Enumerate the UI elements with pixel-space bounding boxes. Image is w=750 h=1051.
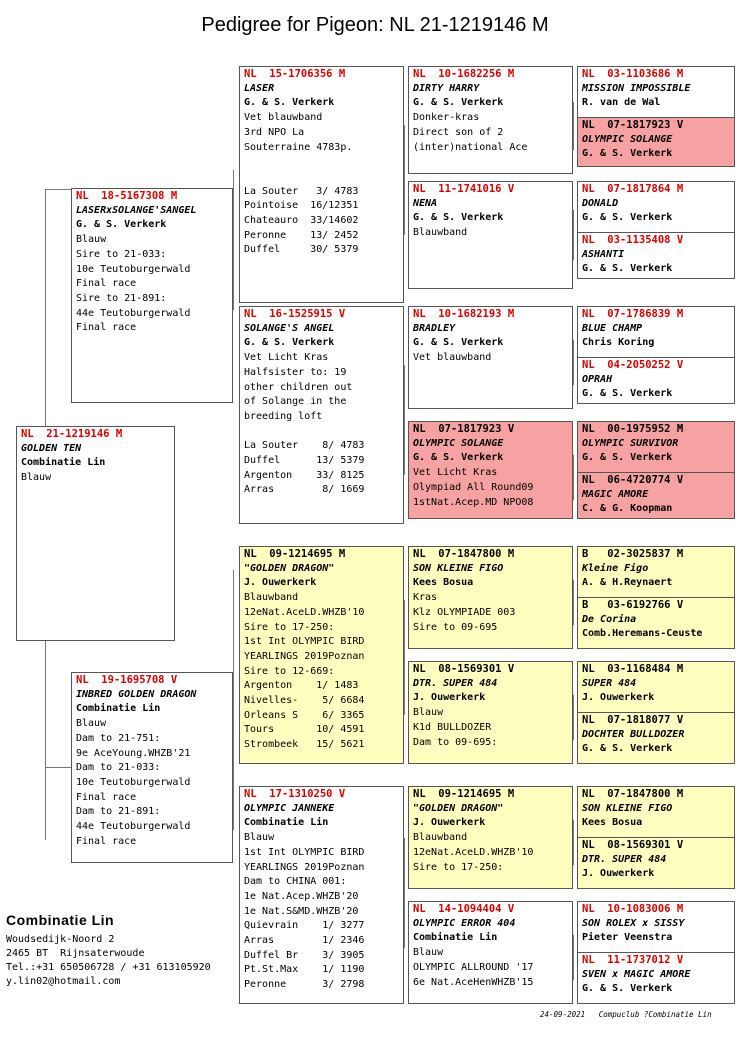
info-line: K1d BULLDOZER — [413, 721, 492, 733]
info-line: other children out — [244, 381, 353, 393]
race-result: Strombeek 15/ 5621 — [244, 739, 365, 751]
info-line — [244, 155, 399, 170]
connector — [573, 580, 574, 625]
gen3-card-2[interactable] — [408, 181, 573, 289]
ring-number: NL 09-1214695 M — [413, 788, 515, 800]
owner: Combinatie Lin — [413, 932, 498, 944]
owner: G. & S. Verkerk — [582, 743, 673, 755]
gen4-dam[interactable] — [578, 597, 734, 642]
page-title: Pedigree for Pigeon: NL 21-1219146 M — [201, 14, 549, 36]
ring-number: NL 07-1847800 M — [413, 548, 515, 560]
gen3-card-4[interactable] — [408, 421, 573, 519]
pigeon-name: SON KLEINE FIGO — [582, 802, 673, 814]
race-result: Chateauro 33/14602 — [244, 215, 359, 227]
owner: G. & S. Verkerk — [413, 212, 504, 224]
gen3-card-3[interactable] — [408, 306, 573, 409]
owner: Kees Bosua — [582, 817, 643, 829]
gen3-card-5[interactable] — [408, 546, 573, 649]
connector — [233, 570, 234, 830]
pigeon-name: "GOLDEN DRAGON" — [413, 802, 504, 814]
info-line: Final race — [76, 278, 137, 290]
owner: Combinatie Lin — [76, 703, 161, 715]
connector — [45, 767, 71, 768]
owner: G. & S. Verkerk — [582, 452, 673, 464]
owner: G. & S. Verkerk — [413, 452, 504, 464]
info-line: OLYMPIC ALLROUND '17 — [413, 961, 534, 973]
info-line: 1st Int OLYMPIC BIRD — [244, 636, 365, 648]
info-line: Blauw — [413, 707, 444, 719]
pigeon-name: BLUE CHAMP — [582, 322, 643, 334]
gen3-card-8[interactable] — [408, 901, 573, 1004]
info-line: Final race — [76, 322, 137, 334]
info-line: of Solange in the — [244, 396, 347, 408]
info-line: Direct son of 2 — [413, 126, 504, 138]
owner: Comb.Heremans-Ceuste — [582, 628, 703, 640]
info-line: Blauwband — [413, 832, 468, 844]
owner: J. Ouwerkerk — [582, 868, 655, 880]
info-line: Vet Licht Kras — [244, 352, 329, 364]
ring-number: NL 07-1818077 V — [582, 714, 684, 726]
gen4-dam[interactable] — [578, 952, 734, 997]
info-line: YEARLINGS 2019Poznan — [244, 650, 365, 662]
race-result: La Souter 3/ 4783 — [244, 185, 359, 197]
owner: J. Ouwerkerk — [244, 577, 317, 589]
gen4-pair-5[interactable] — [577, 546, 735, 649]
breeder-email[interactable]: y.lin02@hotmail.com — [6, 976, 121, 987]
subject-pigeon-card[interactable] — [16, 426, 175, 641]
race-result: Peronne 3/ 2798 — [244, 979, 365, 991]
info-line: Souterraine 4783p. — [244, 141, 353, 153]
info-line: Donker-kras — [413, 112, 480, 124]
owner: J. Ouwerkerk — [413, 817, 486, 829]
connector — [404, 838, 405, 948]
ring-number: NL 17-1310250 V — [244, 788, 346, 800]
race-result: Argenton 33/ 8125 — [244, 469, 365, 481]
pigeon-name: OLYMPIC SOLANGE — [413, 437, 504, 449]
gen4-dam[interactable] — [578, 712, 734, 757]
pigeon-name: SVEN x MAGIC AMORE — [582, 968, 691, 980]
info-line: 1stNat.Acep.MD NPO08 — [413, 496, 534, 508]
info-line: Dam to 09-695: — [413, 736, 498, 748]
connector — [573, 935, 574, 980]
ring-number: NL 18-5167308 M — [76, 190, 178, 202]
owner: G. & S. Verkerk — [244, 97, 335, 109]
owner: G. & S. Verkerk — [582, 212, 673, 224]
connector — [404, 600, 405, 715]
connector — [573, 455, 574, 500]
info-line: Vet blauwband — [413, 352, 492, 364]
info-line: 6e Nat.AceHenWHZB'15 — [413, 976, 534, 988]
race-result: Duffel 30/ 5379 — [244, 244, 359, 256]
owner: G. & S. Verkerk — [582, 263, 673, 275]
race-result: Arras 8/ 1669 — [244, 484, 365, 496]
gen4-pair-3[interactable] — [577, 306, 735, 404]
owner: G. & S. Verkerk — [244, 337, 335, 349]
gen3-card-1[interactable] — [408, 66, 573, 174]
pigeon-name: SOLANGE'S ANGEL — [244, 322, 335, 334]
pigeon-name: DTR. SUPER 484 — [582, 853, 667, 865]
info-line: Vet Licht Kras — [413, 467, 498, 479]
race-result: Nivelles- 5/ 6684 — [244, 695, 365, 707]
pigeon-name: De Corina — [582, 613, 637, 625]
footer-text: 24-09-2021 Compuclub ?Combinatie Lin — [540, 1010, 712, 1019]
info-line: 1e Nat.S&MD.WHZB'20 — [244, 905, 359, 917]
race-result: Quievrain 1/ 3277 — [244, 920, 365, 932]
owner: G. & S. Verkerk — [582, 148, 673, 160]
pigeon-name: SON KLEINE FIGO — [413, 562, 504, 574]
info-line: Dam to 21-033: — [76, 762, 161, 774]
info-line: Sire to 12-669: — [244, 665, 335, 677]
ring-number: NL 19-1695708 V — [76, 674, 178, 686]
pigeon-name: LASER — [244, 82, 275, 94]
ring-number: NL 15-1706356 M — [244, 68, 346, 80]
gen4-pair-7[interactable] — [577, 786, 735, 889]
dam-card[interactable] — [71, 672, 233, 863]
pigeon-name: DIRTY HARRY — [413, 82, 480, 94]
connector — [573, 340, 574, 385]
owner: J. Ouwerkerk — [582, 692, 655, 704]
info-line: YEARLINGS 2019Poznan — [244, 861, 365, 873]
pigeon-name: LASERxSOLANGE'SANGEL — [76, 204, 197, 216]
info-line: 10e Teutoburgerwald — [76, 263, 191, 275]
gen4-pair-4[interactable] — [577, 421, 735, 519]
gen3-card-6[interactable] — [408, 661, 573, 764]
info-line: Halfsister to: 19 — [244, 366, 347, 378]
pigeon-name: DOCHTER BULLDOZER — [582, 728, 685, 740]
owner: C. & G. Koopman — [582, 503, 673, 515]
info-line: Final race — [76, 791, 137, 803]
ring-number: NL 07-1817923 V — [582, 119, 684, 131]
connector — [45, 189, 71, 190]
ring-number: NL 06-4720774 V — [582, 474, 684, 486]
gen4-pair-8[interactable] — [577, 901, 735, 1004]
info-line: Blauw — [244, 832, 275, 844]
info-line: Sire to 21-891: — [76, 292, 167, 304]
info-line: Blauw — [76, 718, 107, 730]
race-result: Arras 1/ 2346 — [244, 935, 365, 947]
info-line: 3rd NPO La — [244, 126, 305, 138]
pigeon-name: DTR. SUPER 484 — [413, 677, 498, 689]
ring-number: NL 03-1135408 V — [582, 234, 684, 246]
pigeon-name: DONALD — [582, 197, 619, 209]
ring-number: NL 10-1083006 M — [582, 903, 684, 915]
connector — [573, 210, 574, 260]
pigeon-name: "GOLDEN DRAGON" — [244, 562, 335, 574]
info-line: Blauw — [76, 234, 107, 246]
info-line: Sire to 17-250: — [413, 861, 504, 873]
pigeon-name: OPRAH — [582, 373, 613, 385]
ring-number: NL 07-1786839 M — [582, 308, 684, 320]
ring-number: NL 04-2050252 V — [582, 359, 684, 371]
info-line: Sire to 09-695 — [413, 621, 498, 633]
pigeon-name: OLYMPIC SURVIVOR — [582, 437, 679, 449]
info-line: 9e AceYoung.WHZB'21 — [76, 747, 191, 759]
ring-number: NL 08-1569301 V — [413, 663, 515, 675]
connector — [233, 170, 234, 310]
breeder-address: Woudsedijk-Noord 2 — [6, 934, 115, 945]
info-line: Blauwband — [244, 592, 299, 604]
ring-number: NL 11-1737012 V — [582, 954, 684, 966]
ring-number: NL 07-1817923 V — [413, 423, 515, 435]
info-line: Dam to 21-751: — [76, 732, 161, 744]
info-line: 44e Teutoburgerwald — [76, 821, 191, 833]
gen3-card-7[interactable] — [408, 786, 573, 889]
owner: Kees Bosua — [413, 577, 474, 589]
ring-number: NL 07-1847800 M — [582, 788, 684, 800]
owner: Combinatie Lin — [244, 817, 329, 829]
pigeon-name: OLYMPIC JANNEKE — [244, 802, 335, 814]
ring-number: NL 11-1741016 V — [413, 183, 515, 195]
breeder-phone: Tel.:+31 650506728 / +31 613105920 — [6, 962, 211, 973]
race-result: Duffel Br 3/ 3905 — [244, 949, 365, 961]
race-result: Peronne 13/ 2452 — [244, 229, 359, 241]
connector — [573, 820, 574, 865]
ring-number: NL 10-1682256 M — [413, 68, 515, 80]
connector — [45, 189, 46, 427]
owner: G. & S. Verkerk — [76, 219, 167, 231]
breeder-postcode: 2465 BT Rijnsaterwoude — [6, 948, 145, 959]
ring-number: B 02-3025837 M — [582, 548, 684, 560]
pigeon-name: INBRED GOLDEN DRAGON — [76, 688, 197, 700]
info-line: Sire to 17-250: — [244, 621, 335, 633]
race-result: Orleans S 6/ 3365 — [244, 709, 365, 721]
gen4-dam[interactable] — [578, 837, 734, 882]
race-result: Pointoise 16/12351 — [244, 200, 359, 212]
gen4-dam[interactable] — [578, 117, 734, 166]
info-line: breeding loft — [244, 410, 323, 422]
info-line: (inter)national Ace — [413, 141, 528, 153]
race-result: Pt.St.Max 1/ 1190 — [244, 964, 365, 976]
ring-number: NL 07-1817864 M — [582, 183, 684, 195]
info-line: Olympiad All Round09 — [413, 481, 534, 493]
ring-number: NL 00-1975952 M — [582, 423, 684, 435]
owner: J. Ouwerkerk — [413, 692, 486, 704]
pigeon-name: Kleine Figo — [582, 562, 649, 574]
info-line — [244, 425, 399, 440]
gen4-pair-1[interactable] — [577, 66, 735, 167]
ring-number: B 03-6192766 V — [582, 599, 684, 611]
race-result: La Souter 8/ 4783 — [244, 440, 365, 452]
gen4-pair-2[interactable] — [577, 181, 735, 279]
owner: A. & H.Reynaert — [582, 577, 673, 589]
info-line: Blauwband — [413, 227, 468, 239]
ring-number: NL 16-1525915 V — [244, 308, 346, 320]
info-line: Kras — [413, 592, 438, 604]
info-line: 1st Int OLYMPIC BIRD — [244, 846, 365, 858]
pigeon-name: ASHANTI — [582, 248, 625, 260]
dam-dam-card[interactable] — [239, 786, 404, 1004]
connector — [45, 640, 46, 840]
ring-number: NL 21-1219146 M — [21, 428, 123, 440]
info-line: 10e Teutoburgerwald — [76, 776, 191, 788]
info-line: 1e Nat.Acep.WHZB'20 — [244, 890, 359, 902]
connector — [404, 365, 405, 475]
pigeon-name: OLYMPIC ERROR 404 — [413, 917, 516, 929]
gen4-dam[interactable] — [578, 472, 734, 517]
ring-number: NL 09-1214695 M — [244, 548, 346, 560]
info-line: Dam to CHINA 001: — [244, 876, 347, 888]
ring-number: NL 03-1168484 M — [582, 663, 684, 675]
race-result: Tours 10/ 4591 — [244, 724, 365, 736]
info-line: Blauw — [21, 472, 52, 484]
owner: G. & S. Verkerk — [413, 97, 504, 109]
info-line: 44e Teutoburgerwald — [76, 307, 191, 319]
race-result: Duffel 13/ 5379 — [244, 455, 365, 467]
pigeon-name: MAGIC AMORE — [582, 488, 649, 500]
info-line: Sire to 21-033: — [76, 248, 167, 260]
ring-number: NL 10-1682193 M — [413, 308, 515, 320]
breeder-name: Combinatie Lin — [6, 912, 115, 928]
connector — [573, 102, 574, 150]
gen4-pair-6[interactable] — [577, 661, 735, 764]
info-line: 12eNat.AceLD.WHZB'10 — [413, 846, 534, 858]
ring-number: NL 03-1103686 M — [582, 68, 684, 80]
sire-sire-card[interactable] — [239, 66, 404, 303]
owner: G. & S. Verkerk — [582, 388, 673, 400]
pigeon-name: SON ROLEX x SISSY — [582, 917, 685, 929]
info-line: Blauw — [413, 947, 444, 959]
pigeon-name: BRADLEY — [413, 322, 456, 334]
owner: G. & S. Verkerk — [582, 983, 673, 995]
sire-dam-card[interactable] — [239, 306, 404, 524]
connector — [404, 125, 405, 235]
pigeon-name: GOLDEN TEN — [21, 442, 82, 454]
info-line: Final race — [76, 835, 137, 847]
gen4-dam[interactable] — [578, 357, 734, 402]
info-line: Vet blauwband — [244, 112, 323, 124]
pigeon-name: NENA — [413, 197, 438, 209]
owner: Pieter Veenstra — [582, 932, 673, 944]
dam-sire-card[interactable] — [239, 546, 404, 764]
owner: R. van de Wal — [582, 97, 661, 109]
breeder-info — [6, 913, 211, 989]
sire-card[interactable] — [71, 188, 233, 403]
gen4-dam[interactable] — [578, 232, 734, 277]
owner: Chris Koring — [582, 337, 655, 349]
info-line: Klz OLYMPIADE 003 — [413, 606, 516, 618]
pigeon-name: SUPER 484 — [582, 677, 637, 689]
ring-number: NL 14-1094404 V — [413, 903, 515, 915]
owner: G. & S. Verkerk — [413, 337, 504, 349]
info-line: Dam to 21-891: — [76, 806, 161, 818]
connector — [573, 695, 574, 740]
owner: Combinatie Lin — [21, 457, 106, 469]
race-result: Argenton 1/ 1483 — [244, 680, 359, 692]
pigeon-name: OLYMPIC SOLANGE — [582, 133, 673, 145]
pigeon-name: MISSION IMPOSSIBLE — [582, 82, 691, 94]
info-line: 12eNat.AceLD.WHZB'10 — [244, 606, 365, 618]
info-line — [244, 170, 399, 185]
ring-number: NL 08-1569301 V — [582, 839, 684, 851]
